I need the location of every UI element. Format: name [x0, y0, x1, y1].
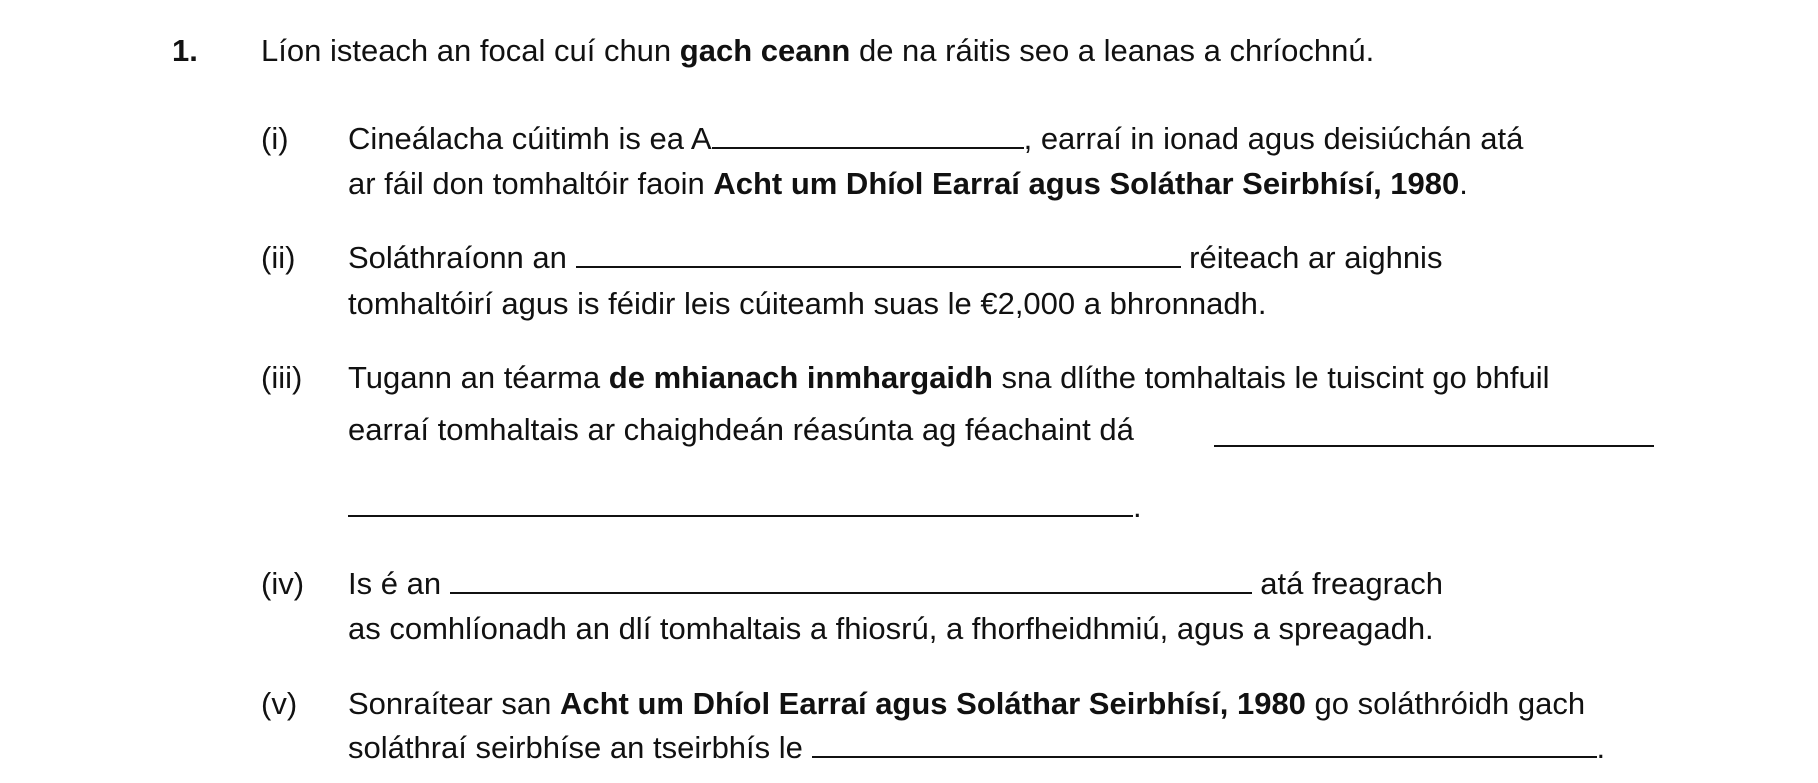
answer-blank-ii[interactable] [576, 241, 1181, 268]
item-i-text-after: , earraí in ionad agus deisiúchán atá [1023, 121, 1524, 156]
item-v-text-2: soláthraí seirbhíse an tseirbhís le [348, 730, 812, 765]
question-instruction [261, 32, 1374, 70]
item-ii-text: Soláthraíonn an [348, 240, 576, 275]
answer-blank-i[interactable] [712, 122, 1024, 149]
item-iv-text: Is é an [348, 566, 450, 601]
item-iii-text-2: earraí tomhaltais ar chaighdeán réasúnta ag féachaint dá [348, 412, 1134, 447]
answer-blank-iii-a[interactable] [1214, 420, 1654, 447]
question-number: 1. [172, 33, 198, 68]
answer-blank-iii-b[interactable] [348, 490, 1133, 517]
item-label-v: (v) [261, 686, 298, 721]
item-i-line-1 [348, 120, 1523, 158]
item-ii-text-after: réiteach ar aighnis [1180, 240, 1443, 275]
item-i-line-2 [348, 165, 1468, 203]
item-iv-text-after: atá freagrach [1251, 566, 1443, 601]
item-i-act-name: Acht um Dhíol Earraí agus Soláthar Seirbhísí, 1980 [713, 166, 1460, 201]
answer-blank-iv[interactable] [450, 567, 1252, 594]
instruction-emphasis: gach ceann [679, 33, 851, 68]
item-ii-line-2: tomhaltóirí agus is féidir leis cúiteamh suas le €2,000 a bhronnadh. [348, 286, 1267, 321]
instruction-text-end: de na ráitis seo a leanas a chríochnú. [850, 33, 1375, 68]
instruction-text: Líon isteach an focal cuí chun [261, 33, 680, 68]
item-v-line-2 [348, 729, 1605, 767]
item-iii-line-1 [348, 359, 1550, 397]
item-i-text: Cineálacha cúitimh is ea A [348, 121, 712, 156]
item-iii-term: de mhianach inmhargaidh [608, 360, 993, 395]
item-iii-line-2 [348, 411, 1134, 449]
item-i-text-2: ar fáil don tomhaltóir faoin [348, 166, 714, 201]
answer-blank-v[interactable] [812, 731, 1597, 758]
item-label-iii: (iii) [261, 360, 303, 395]
item-iii-line-3 [348, 488, 1142, 526]
item-v-period: . [1596, 730, 1606, 765]
item-ii-line-1 [348, 239, 1442, 277]
item-iii-period: . [1133, 489, 1142, 524]
item-iv-line-2: as comhlíonadh an dlí tomhaltais a fhiosrú, a fhorfheidhmiú, agus a spreagadh. [348, 611, 1434, 646]
item-label-i: (i) [261, 121, 289, 156]
item-i-period: . [1459, 166, 1468, 201]
item-v-text-after: go soláthróidh gach [1305, 686, 1586, 721]
item-label-ii: (ii) [261, 240, 296, 275]
item-v-text: Sonraítear san [348, 686, 560, 721]
item-v-act-name: Acht um Dhíol Earraí agus Soláthar Seirbhísí, 1980 [559, 686, 1306, 721]
item-iv-line-1 [348, 565, 1443, 603]
item-label-iv: (iv) [261, 566, 305, 601]
item-iii-text-after: sna dlíthe tomhaltais le tuiscint go bhfuil [992, 360, 1550, 395]
item-v-line-1 [348, 685, 1585, 723]
item-iii-text: Tugann an téarma [348, 360, 609, 395]
